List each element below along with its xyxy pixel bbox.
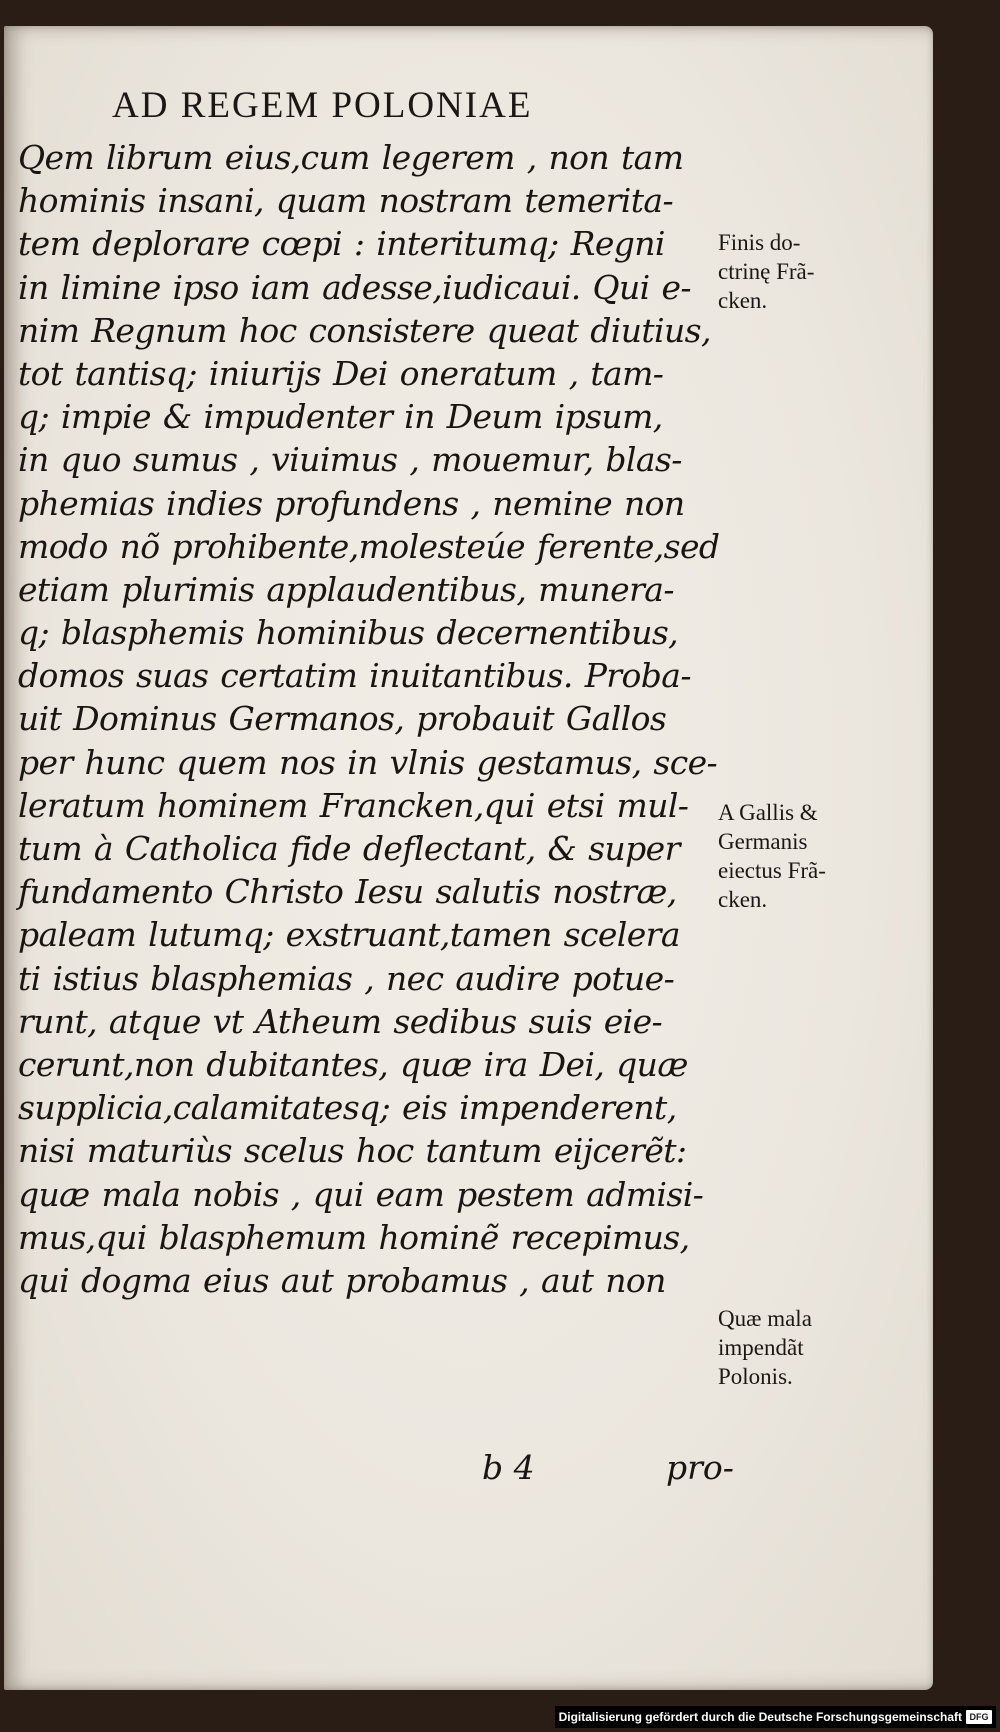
gloss-line: Finis do- bbox=[718, 230, 801, 255]
text-line: hominis insani, quam nostram temerita- bbox=[18, 181, 674, 221]
gloss-line: cken. bbox=[718, 887, 768, 912]
text-line: nisi maturiùs scelus hoc tantum eijcerẽt: bbox=[18, 1131, 687, 1171]
gloss-line: eiectus Frã- bbox=[718, 858, 826, 883]
catchword: pro- bbox=[666, 1448, 734, 1487]
signature-line bbox=[470, 1448, 740, 1498]
signature-mark: b 4 bbox=[482, 1448, 535, 1487]
text-line: supplicia,calamitatesq; eis impenderent, bbox=[18, 1088, 677, 1128]
text-line: Qem librum eius,cum legerem , non tam bbox=[18, 138, 684, 177]
text-line: in quo sumus , viuimus , mouemur, blas- bbox=[18, 440, 682, 480]
text-line: mus,qui blasphemum hominẽ recepimus, bbox=[18, 1217, 690, 1257]
text-line: domos suas certatim inuitantibus. Proba- bbox=[18, 656, 691, 696]
text-line: q; impie & impudenter in Deum ipsum, bbox=[18, 397, 663, 437]
gloss-line: A Gallis & bbox=[718, 800, 818, 825]
gloss-line: cken. bbox=[718, 288, 768, 313]
digitization-credit bbox=[555, 1706, 996, 1728]
gloss-line: ctrinę Frã- bbox=[718, 259, 815, 284]
text-line: cerunt,non dubitantes, quæ ira Dei, quæ bbox=[18, 1044, 688, 1084]
text-line: fundamento Christo Iesu salutis nostræ, bbox=[18, 872, 677, 912]
marginal-gloss-quae-mala bbox=[718, 1304, 878, 1391]
text-line: tot tantisq; iniurijs Dei oneratum , tam- bbox=[18, 353, 664, 393]
text-line: in limine ipso iam adesse,iudicaui. Qui e- bbox=[18, 267, 691, 307]
gloss-line: impendãt bbox=[718, 1335, 804, 1360]
gloss-line: Quæ mala bbox=[718, 1306, 812, 1331]
text-line: paleam lutumq; exstruant,tamen scelera bbox=[18, 915, 680, 955]
marginal-gloss-a-gallis bbox=[718, 798, 878, 914]
text-line: qui dogma eius aut probamus , aut non bbox=[18, 1260, 666, 1300]
text-line: quæ mala nobis , qui eam pestem admisi- bbox=[18, 1174, 704, 1214]
credit-text: Digitalisierung gefördert durch die Deutsche Forschungsgemeinschaft bbox=[558, 1710, 962, 1724]
text-line: q; blasphemis hominibus decernentibus, bbox=[18, 613, 679, 653]
text-line: etiam plurimis applaudentibus, munera- bbox=[18, 569, 674, 609]
text-line: per hunc quem nos in vlnis gestamus, sce- bbox=[18, 742, 718, 782]
text-line: nim Regnum hoc consistere queat diutius, bbox=[18, 310, 711, 350]
text-line: uit Dominus Germanos, probauit Gallos bbox=[18, 699, 667, 739]
dfg-logo-icon: DFG bbox=[966, 1710, 992, 1724]
text-line: phemias indies profundens , nemine non bbox=[18, 483, 685, 523]
text-line: modo nõ prohibente,molesteúe ferente,sed bbox=[18, 526, 720, 566]
text-line: tum à Catholica fide deflectant, & super bbox=[18, 829, 680, 868]
body-text bbox=[18, 136, 730, 1302]
text-line: ti istius blasphemias , nec audire potue- bbox=[18, 958, 675, 998]
gloss-line: Polonis. bbox=[718, 1364, 793, 1389]
text-line: tem deplorare cœpi : interitumq; Regni bbox=[18, 224, 665, 264]
gloss-line: Germanis bbox=[718, 829, 808, 854]
running-head: AD REGEM POLONIAE bbox=[112, 85, 533, 126]
marginal-gloss-finis-doctrinae bbox=[718, 228, 878, 315]
text-line: leratum hominem Francken,qui etsi mul- bbox=[18, 785, 689, 825]
text-line: runt, atque vt Atheum sedibus suis eie- bbox=[18, 1001, 663, 1041]
